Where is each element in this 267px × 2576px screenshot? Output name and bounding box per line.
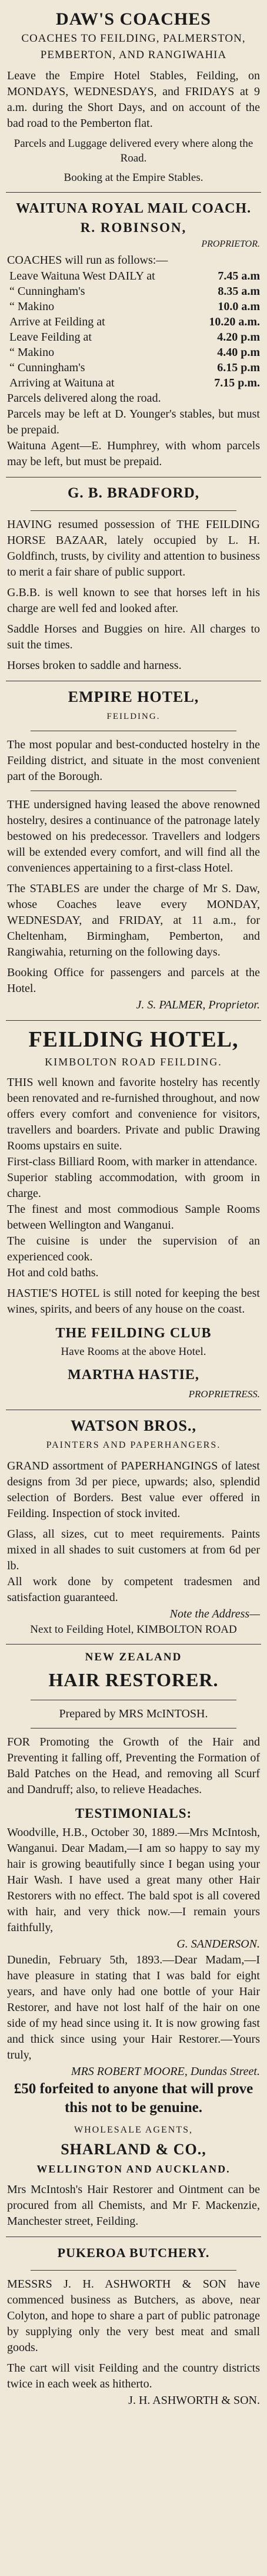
hair-prepared: Prepared by MRS McINTOSH. <box>59 1707 208 1720</box>
timetable-time: 10.0 a.m <box>218 300 260 313</box>
timetable-time: 4.40 p.m <box>217 346 260 359</box>
hair-title: HAIR RESTORER. <box>48 1669 219 1690</box>
timetable-place: “ Cunningham's <box>9 361 85 374</box>
bradford-body-1: HAVING resumed possession of THE FEILDING HORSE BAZAAR, lately occupied by L. H. Goldfinch, trusts, by civility and attention to business to merit a fair share of public support. <box>7 518 260 579</box>
pukeroa-body-2: The cart will visit Feilding and the country districts twice in each week as hitherto. <box>7 2362 260 2390</box>
feilding-hotel-body-3: Superior stabling accommodation, with groom in charge. <box>7 1171 260 1200</box>
waituna-note-stables: Parcels may be left at D. Younger's stables, but must be prepaid. <box>7 408 260 436</box>
bradford-body-4: Horses broken to saddle and harness. <box>7 659 182 672</box>
timetable-row <box>7 268 260 284</box>
hair-agents-head: WHOLESALE AGENTS, <box>74 2125 193 2135</box>
hair-sub: NEW ZEALAND <box>85 1651 182 1663</box>
timetable-place: “ Cunningham's <box>9 285 85 298</box>
martha-hastie-title: PROPRIETRESS. <box>188 1388 260 1400</box>
hair-agents: SHARLAND & CO., <box>61 2141 206 2158</box>
feilding-hotel-body-4: The finest and most commodious Sample Rooms between Wellington and Wanganui. <box>7 1203 260 1232</box>
daws-coaches-parcels: Parcels and Luggage delivered every where along the Road. <box>14 137 253 164</box>
timetable-place: “ Makino <box>9 300 55 313</box>
empire-hotel-ad <box>6 681 261 1021</box>
bradford-body-3: Saddle Horses and Buggies on hire. All charges to suit the times. <box>7 623 260 651</box>
feilding-club-sub: Have Rooms at the above Hotel. <box>61 1346 206 1358</box>
timetable-row <box>7 314 260 329</box>
timetable-place: Arriving at Waituna at <box>9 376 115 389</box>
timetable-time: 7.45 a.m <box>218 270 260 283</box>
watson-title: WATSON BROS., <box>70 1417 197 1434</box>
martha-hastie-name: MARTHA HASTIE, <box>68 1367 199 1383</box>
empire-body-4: Booking Office for passengers and parcels at the Hotel. <box>7 966 260 995</box>
timetable-time: 4.20 p.m <box>217 331 260 344</box>
pukeroa-butchery-ad <box>6 2237 261 2416</box>
hair-agents-place: WELLINGTON AND AUCKLAND. <box>36 2163 231 2175</box>
timetable-time: 10.20 a.m. <box>209 315 260 328</box>
feilding-hotel-body-6: Hot and cold baths. <box>7 1266 99 1279</box>
feilding-hotel-sub: KIMBOLTON ROAD FEILDING. <box>45 1056 222 1068</box>
empire-title: EMPIRE HOTEL, <box>68 688 199 705</box>
waituna-proprietor-title: PROPRIETOR. <box>201 239 260 249</box>
empire-place: FEILDING. <box>106 712 161 721</box>
timetable-row <box>7 360 260 375</box>
timetable-time: 7.15 p.m. <box>214 376 260 389</box>
bradford-ad <box>6 477 261 681</box>
waituna-outward-timetable <box>7 268 260 391</box>
feilding-hotel-body-7: HASTIE'S HOTEL is still noted for keeping the best wines, spirits, and beers of any house on the coast. <box>7 1287 260 1316</box>
watson-sub: PAINTERS AND PAPERHANGERS. <box>46 1440 221 1450</box>
watson-body-3: All work done by competent tradesmen and satisfaction guaranteed. <box>7 1575 260 1604</box>
timetable-place: Arrive at Feilding at <box>9 315 105 328</box>
waituna-coach-ad <box>6 193 261 477</box>
timetable-row <box>7 299 260 314</box>
daws-coaches-title: DAW'S COACHES <box>56 9 211 29</box>
waituna-proprietor: R. ROBINSON, <box>80 220 187 235</box>
timetable-time: 6.15 p.m <box>217 361 260 374</box>
feilding-hotel-body-2: First-class Billiard Room, with marker in attendance. <box>7 1155 258 1168</box>
watson-bros-ad <box>6 1410 261 1645</box>
hair-body-2: Mrs McIntosh's Hair Restorer and Ointment can be procured from all Chemists, and Mr F. Mackenzie, Manchester street, Feilding. <box>7 2183 260 2228</box>
daws-coaches-schedule: Leave the Empire Hotel Stables, Feilding, on MONDAYS, WEDNESDAYS, and FRIDAYS at 9 a.m. during the Short Days, and on account of the bad road to the Pemberton flat. <box>7 69 260 130</box>
feilding-hotel-ad <box>6 1021 261 1410</box>
daws-coaches-route: COACHES TO FEILDING, PALMERSTON, PEMBERTON, AND RANGIWAHIA <box>21 32 246 61</box>
hair-testimonials-title: TESTIMONIALS: <box>75 1806 192 1821</box>
hair-reward: £50 forfeited to anyone that will prove this not to be genuine. <box>14 2081 253 2116</box>
waituna-intro: COACHES will run as follows:— <box>7 254 168 267</box>
waituna-note-parcels: Parcels delivered along the road. <box>7 392 161 405</box>
hair-testimonial-1-sig: G. SANDERSON. <box>176 1938 260 1951</box>
bradford-body-2: G.B.B. is well known to see that horses left in his charge are well fed and looked after. <box>7 586 260 615</box>
empire-signature: J. S. PALMER, Proprietor. <box>136 998 260 1011</box>
watson-body-2: Glass, all sizes, cut to meet requirements. Paints mixed in all shades to suit customers at from 6d per lb. <box>7 1528 260 1572</box>
bradford-name: G. B. BRADFORD, <box>67 485 200 501</box>
feilding-club-title: THE FEILDING CLUB <box>55 1326 212 1341</box>
timetable-place: Leave Waituna West DAILY at <box>9 270 155 283</box>
empire-body-1: The most popular and best-conducted hostelry in the Feilding district, and situate in the most convenient part of the Borough. <box>7 738 260 783</box>
timetable-row <box>7 345 260 360</box>
hair-testimonial-1: Woodville, H.B., October 30, 1889.—Mrs McIntosh, Wanganui. Dear Madam,—I am so happy to say my hair is growing beautifully since I began using your Hair Wash. I have used a great many other Hair Restorers with no effect. The bald spot is all covered with hair, and very thick now.—I remain yours faithfully, <box>7 1826 260 1934</box>
timetable-time: 8.35 a.m <box>218 285 260 298</box>
feilding-hotel-title: FEILDING HOTEL, <box>28 1027 239 1052</box>
waituna-title: WAITUNA ROYAL MAIL COACH. <box>15 201 252 216</box>
daws-coaches-booking: Booking at the Empire Stables. <box>64 171 203 184</box>
pukeroa-body-1: MESSRS J. H. ASHWORTH & SON have commenced business as Butchers, as above, near Colyton, and hope to share a part of public patronage by supplying only the very best meat and small goods. <box>7 2278 260 2354</box>
feilding-hotel-body-5: The cuisine is under the supervision of an experienced cook. <box>7 1235 260 1263</box>
timetable-row <box>7 375 260 391</box>
timetable-place: Leave Feilding at <box>9 331 92 344</box>
timetable-place: “ Makino <box>9 346 55 359</box>
watson-note: Next to Feilding Hotel, KIMBOLTON ROAD <box>30 1623 237 1636</box>
timetable-row <box>7 284 260 299</box>
watson-body-1: GRAND assortment of PAPERHANGINGS of latest designs from 3d per piece, upwards; also, splendid selection of Borders. Best value ever offered in Feilding. Inspection of stock invited. <box>7 1459 260 1520</box>
waituna-note-agent: Waituna Agent—E. Humphrey, with whom parcels may be left, but must be prepaid. <box>7 439 260 468</box>
empire-body-2: THE undersigned having leased the above renowned hostelry, desires a continuance of the patronage lately bestowed on his predecessor. Travellers and lodgers will be extended every comfort, and will find all the conveniences appertaining to a first-class Hotel. <box>7 798 260 875</box>
hair-testimonial-2: Dunedin, February 5th, 1893.—Dear Madam,—I have pleasure in stating that I was bald for eight years, and have only had one bottle of your Hair Restorer, and have not lost half of the hair on one side of my head since using it. It is now growing fast and thick since using your Hair Restorer.—Yours truly, <box>7 1953 260 2062</box>
feilding-hotel-body-1: THIS well known and favorite hostelry has recently been renovated and re-furnished throughout, and now offers every comfort and convenience for visitors, travellers and boarders. Private and public Drawing Rooms upstairs en suite. <box>7 1076 260 1152</box>
hair-testimonial-2-sig: MRS ROBERT MOORE, Dundas Street. <box>71 2065 260 2078</box>
hair-body-1: FOR Promoting the Growth of the Hair and Preventing it falling off, Preventing the Formation of Bald Patches on the Head, and removing all Scurf and Dandruff; also, to relieve Headaches. <box>7 1736 260 1796</box>
pukeroa-title: PUKEROA BUTCHERY. <box>57 2245 210 2260</box>
empire-body-3: The STABLES are under the charge of Mr S. Daw, whose Coaches leave every MONDAY, WEDNESDAY, and FRIDAY, at 11 a.m., for Cheltenham, Birmingham, Pemberton, and Rangiwahia, returning on the following days. <box>7 882 260 959</box>
hair-restorer-ad <box>6 1645 261 2237</box>
timetable-row <box>7 329 260 345</box>
watson-note-head: Note the Address— <box>169 1608 260 1620</box>
pukeroa-signature: J. H. ASHWORTH & SON. <box>128 2394 260 2407</box>
daws-coaches-ad <box>6 4 261 193</box>
